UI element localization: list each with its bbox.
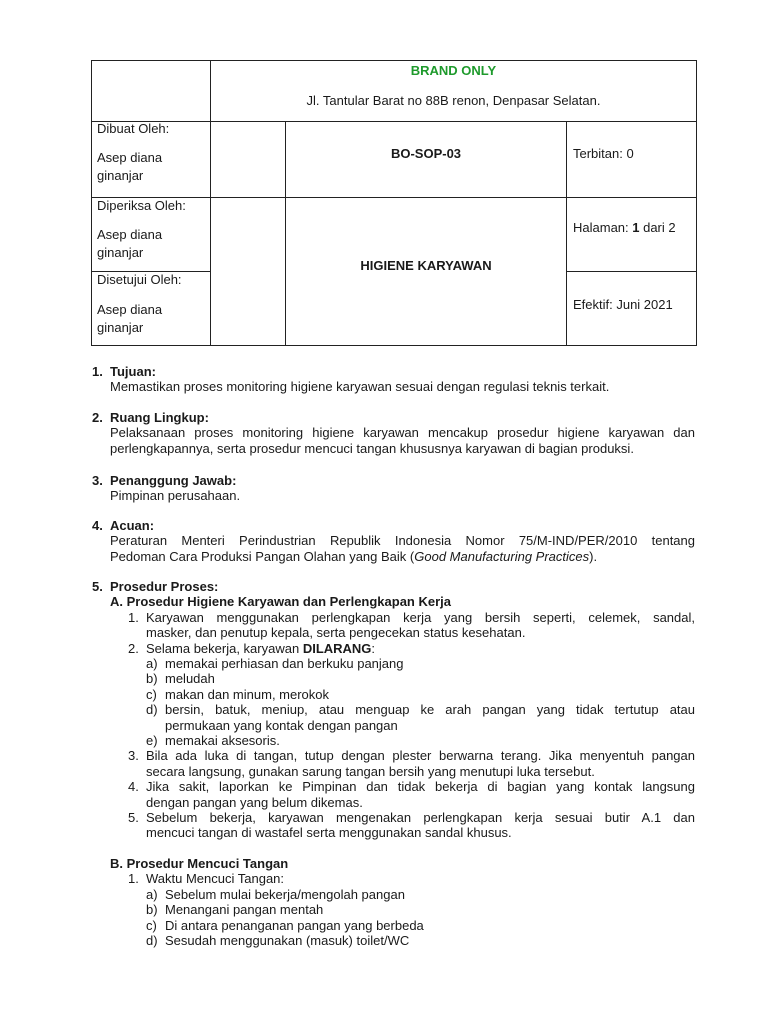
sub-item-a2a: memakai perhiasan dan berkuku panjang: [165, 656, 404, 671]
section-number: 5.: [92, 579, 103, 594]
made-by-name-line1: Asep diana: [97, 150, 163, 165]
edition: Terbitan: 0: [573, 146, 634, 161]
item-number: 3.: [128, 748, 139, 764]
item-a2-colon: :: [371, 640, 376, 656]
made-by-name-line2: ginanjar: [97, 168, 144, 183]
checked-by-name-line2: ginanjar: [97, 245, 144, 260]
section-body: Memastikan proses monitoring higiene karyawan sesuai dengan regulasi teknis terkait.: [110, 379, 610, 395]
sub-item-label: b): [146, 902, 158, 918]
sub-item-a2b: meludah: [165, 671, 215, 687]
section-number: 1.: [92, 364, 103, 379]
table-divider-h3-right: [566, 271, 697, 272]
page-suffix: dari 2: [639, 220, 676, 235]
section-body-line: Pelaksanaan proses monitoring higiene karyawan mencakup prosedur higiene karyawan dan: [110, 425, 695, 441]
table-divider-v3: [566, 121, 567, 346]
sub-item-label: d): [146, 933, 158, 948]
effective-date: Efektif: Juni 2021: [573, 297, 673, 312]
document-title: HIGIENE KARYAWAN: [360, 258, 492, 273]
section-objective: [92, 364, 695, 396]
section-reference: [92, 518, 695, 566]
reference-text-end: ).: [589, 548, 598, 564]
approved-by-label: Disetujui Oleh:: [97, 272, 182, 287]
item-a1-line2: masker, dan penutup kepala, serta pengecekan status kesehatan.: [146, 625, 526, 641]
table-divider-h1: [91, 121, 697, 122]
section-number: 3.: [92, 473, 103, 488]
item-a2-emphasis: DILARANG: [302, 640, 372, 656]
sub-item-label: a): [146, 656, 158, 671]
item-a2-text: Selama bekerja, karyawan: [146, 640, 303, 656]
table-border-left: [91, 60, 92, 346]
sub-item-a2d-line1: bersin, batuk, meniup, atau menguap ke arah pangan yang tidak tertutup atau: [165, 702, 695, 718]
item-a4-line1: Jika sakit, laporkan ke Pimpinan dan tidak bekerja di bagian yang kontak langsung: [146, 779, 695, 795]
section-number: 4.: [92, 518, 103, 533]
item-a5-line2: mencuci tangan di wastafel serta menggunakan sandal khusus.: [146, 825, 512, 841]
sub-item-label: b): [146, 671, 158, 687]
sub-item-b1d: Sesudah menggunakan (masuk) toilet/WC: [165, 933, 410, 948]
checked-by-label: Diperiksa Oleh:: [97, 198, 186, 213]
section-heading: Penanggung Jawab:: [110, 473, 237, 488]
section-procedure: [92, 579, 695, 959]
item-a3-line1: Bila ada luka di tangan, tutup dengan plester berwarna terang. Jika menyentuh pangan: [146, 748, 695, 764]
section-heading: Tujuan:: [110, 364, 156, 379]
item-a5-line1: Sebelum bekerja, karyawan mengenakan perlengkapan kerja sesuai butir A.1 dan: [146, 810, 695, 825]
page-prefix: Halaman:: [573, 220, 633, 235]
section-heading: Ruang Lingkup:: [110, 410, 209, 425]
sub-item-label: d): [146, 702, 158, 718]
table-border-right: [696, 60, 697, 346]
approved-by-name-line2: ginanjar: [97, 320, 144, 335]
company-address: Jl. Tantular Barat no 88B renon, Denpasar Selatan.: [306, 93, 601, 108]
section-number: 2.: [92, 410, 103, 425]
item-a3-line2: secara langsung, gunakan sarung tangan bersih yang menutupi luka tersebut.: [146, 763, 595, 779]
approved-by-name-line1: Asep diana: [97, 302, 163, 317]
sub-item-label: a): [146, 886, 158, 902]
sub-item-a2c: makan dan minum, merokok: [165, 686, 330, 702]
section-heading: Prosedur Proses:: [110, 579, 219, 594]
sub-item-a2d-line2: permukaan yang kontak dengan pangan: [165, 717, 398, 733]
item-a2: [146, 641, 375, 656]
reference-text: Pedoman Cara Produksi Pangan Olahan yang Baik (: [110, 548, 415, 564]
made-by-label: Dibuat Oleh:: [97, 121, 170, 136]
table-border-bottom: [91, 345, 697, 346]
document-code: BO-SOP-03: [390, 146, 462, 161]
item-number: 4.: [128, 779, 139, 795]
section-body-line: perlengkapannya, serta prosedur mencuci tangan khususnya karyawan di bagian produksi.: [110, 440, 634, 456]
section-body-line: Peraturan Menteri Perindustrian Republik Indonesia Nomor 75/M-IND/PER/2010 tentang: [110, 533, 695, 549]
item-number: 1.: [128, 609, 139, 625]
subsection-a-heading: A. Prosedur Higiene Karyawan dan Perlengkapan Kerja: [110, 594, 452, 610]
item-number: 2.: [128, 640, 139, 656]
item-b1: Waktu Mencuci Tangan:: [146, 871, 285, 887]
document-header-table: [91, 60, 697, 346]
section-body-line: [110, 549, 695, 564]
sub-item-label: e): [146, 733, 158, 748]
section-heading: Acuan:: [110, 518, 155, 533]
reference-italic: Good Manufacturing Practices: [414, 548, 590, 564]
table-border-top: [91, 60, 697, 61]
sub-item-label: c): [146, 917, 157, 933]
sub-item-a2e: memakai aksesoris.: [165, 733, 280, 748]
item-number: 5.: [128, 810, 139, 825]
page-info: [573, 219, 676, 236]
item-number: 1.: [128, 871, 139, 887]
sub-item-label: c): [146, 686, 157, 702]
section-body: Pimpinan perusahaan.: [110, 488, 241, 504]
brand-name: BRAND ONLY: [410, 63, 497, 78]
sub-item-b1a: Sebelum mulai bekerja/mengolah pangan: [165, 886, 405, 902]
page-number: 1: [632, 220, 640, 235]
sub-item-b1c: Di antara penanganan pangan yang berbeda: [165, 917, 424, 933]
item-a1-line1: Karyawan menggunakan perlengkapan kerja yang bersih seperti, celemek, sandal,: [146, 609, 695, 625]
item-a4-line2: dengan pangan yang belum dikemas.: [146, 794, 363, 810]
checked-by-name-line1: Asep diana: [97, 227, 163, 242]
section-scope: [92, 410, 695, 458]
section-responsible: [92, 473, 695, 505]
sub-item-b1b: Menangani pangan mentah: [165, 902, 324, 918]
subsection-b-heading: B. Prosedur Mencuci Tangan: [110, 856, 289, 871]
